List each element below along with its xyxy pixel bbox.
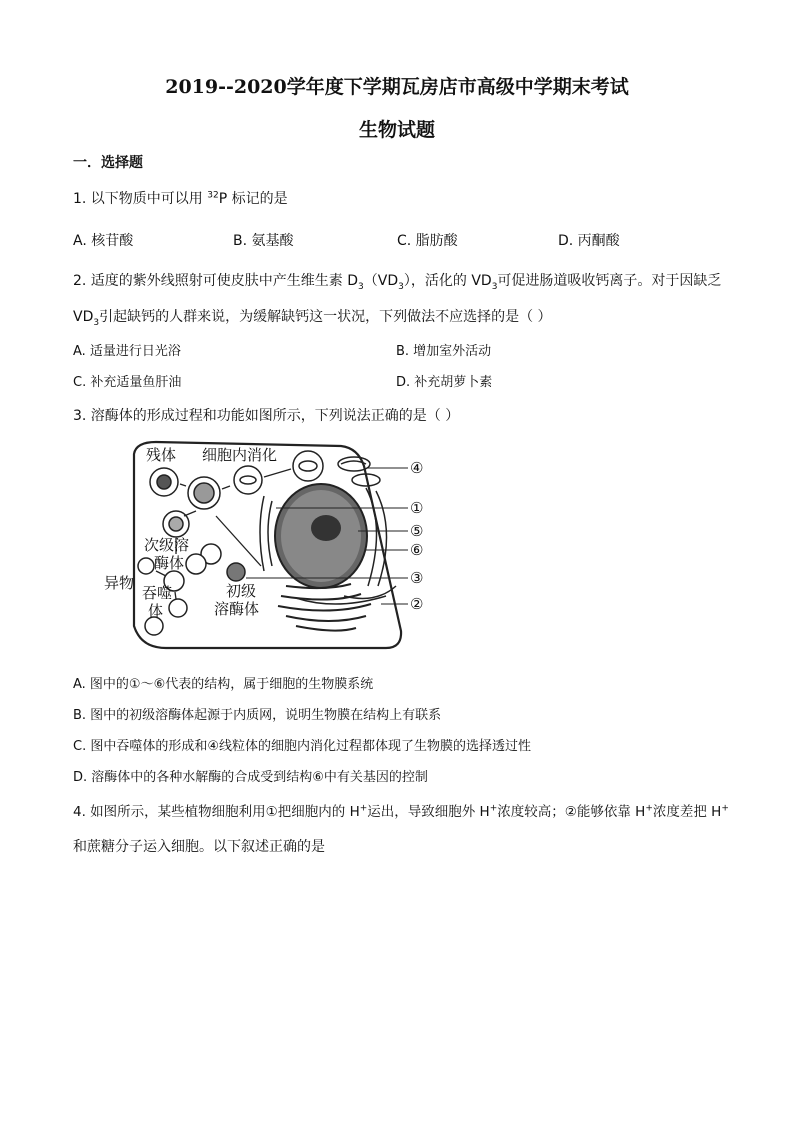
question-4-line1: 4. 如图所示，某些植物细胞利用①把细胞内的 H+运出，导致细胞外 H+浓度较高；②能够依靠 H+浓度差把 H+ [73, 803, 729, 820]
nucleolus [311, 515, 341, 541]
label-num-6: ⑥ [410, 541, 424, 559]
question-4-line2: 和蔗糖分子运入细胞。以下叙述正确的是 [73, 839, 325, 855]
mitochondria [338, 457, 380, 486]
label-phagosome-2: 体 [148, 602, 164, 620]
question-3-stem: 3. 溶酶体的形成过程和功能如图所示，下列说法正确的是（ ） [73, 408, 460, 424]
question-1-stem: 1. 以下物质中可以用 $^{32}$P 标记的是 [73, 190, 288, 207]
q1-option-d: D. 丙酮酸 [558, 233, 620, 249]
q2-option-c: C. 补充适量鱼肝油 [73, 375, 182, 390]
q1-option-b: B. 氨基酸 [233, 233, 294, 249]
label-num-2: ② [410, 595, 424, 613]
q1-option-c: C. 脂肪酸 [397, 233, 458, 249]
lysosome-diagram [96, 436, 436, 652]
q3-option-a: A. 图中的①～⑥代表的结构，属于细胞的生物膜系统 [73, 677, 374, 692]
golgi [278, 584, 371, 631]
label-primary-lysosome-2: 溶酶体 [214, 600, 260, 618]
q2-option-b: B. 增加室外活动 [396, 344, 492, 359]
q1-option-a: A. 核苷酸 [73, 233, 134, 249]
q3-option-b: B. 图中的初级溶酶体起源于内质网，说明生物膜在结构上有联系 [73, 708, 442, 723]
label-num-4: ④ [410, 459, 424, 477]
q3-option-d: D. 溶酶体中的各种水解酶的合成受到结构⑥中有关基因的控制 [73, 770, 428, 785]
label-intracellular-digestion: 细胞内消化 [202, 446, 278, 464]
q3-option-c: C. 图中吞噬体的形成和④线粒体的细胞内消化过程都体现了生物膜的选择透过性 [73, 739, 531, 754]
label-secondary-lysosome-1: 次级溶 [144, 536, 190, 554]
page-title: 2019--2020学年度下学期瓦房店市高级中学期末考试 [165, 76, 629, 98]
label-primary-lysosome-1: 初级 [226, 582, 257, 600]
label-num-5: ⑤ [410, 522, 424, 540]
question-2-line2: $VD_3$引起缺钙的人群来说，为缓解缺钙这一状况，下列做法不应选择的是（ ） [73, 309, 552, 328]
label-secondary-lysosome-2: 酶体 [154, 554, 185, 572]
section-heading: 一．选择题 [73, 155, 143, 171]
label-residual-body: 残体 [146, 446, 177, 464]
label-num-3: ③ [410, 569, 424, 587]
question-2-line1: 2. 适度的紫外线照射可使皮肤中产生维生素 $D_3(VD_3)$，活化的 $VD_3$可促进肠道吸收钙离子。对于因缺乏 [73, 273, 722, 292]
label-num-1: ① [410, 499, 424, 517]
page-subtitle: 生物试题 [358, 119, 435, 141]
label-foreign-matter: 异物 [104, 574, 135, 592]
label-phagosome-1: 吞噬 [142, 584, 173, 602]
q2-option-a: A. 适量进行日光浴 [73, 344, 181, 359]
q2-option-d: D. 补充胡萝卜素 [396, 375, 493, 390]
